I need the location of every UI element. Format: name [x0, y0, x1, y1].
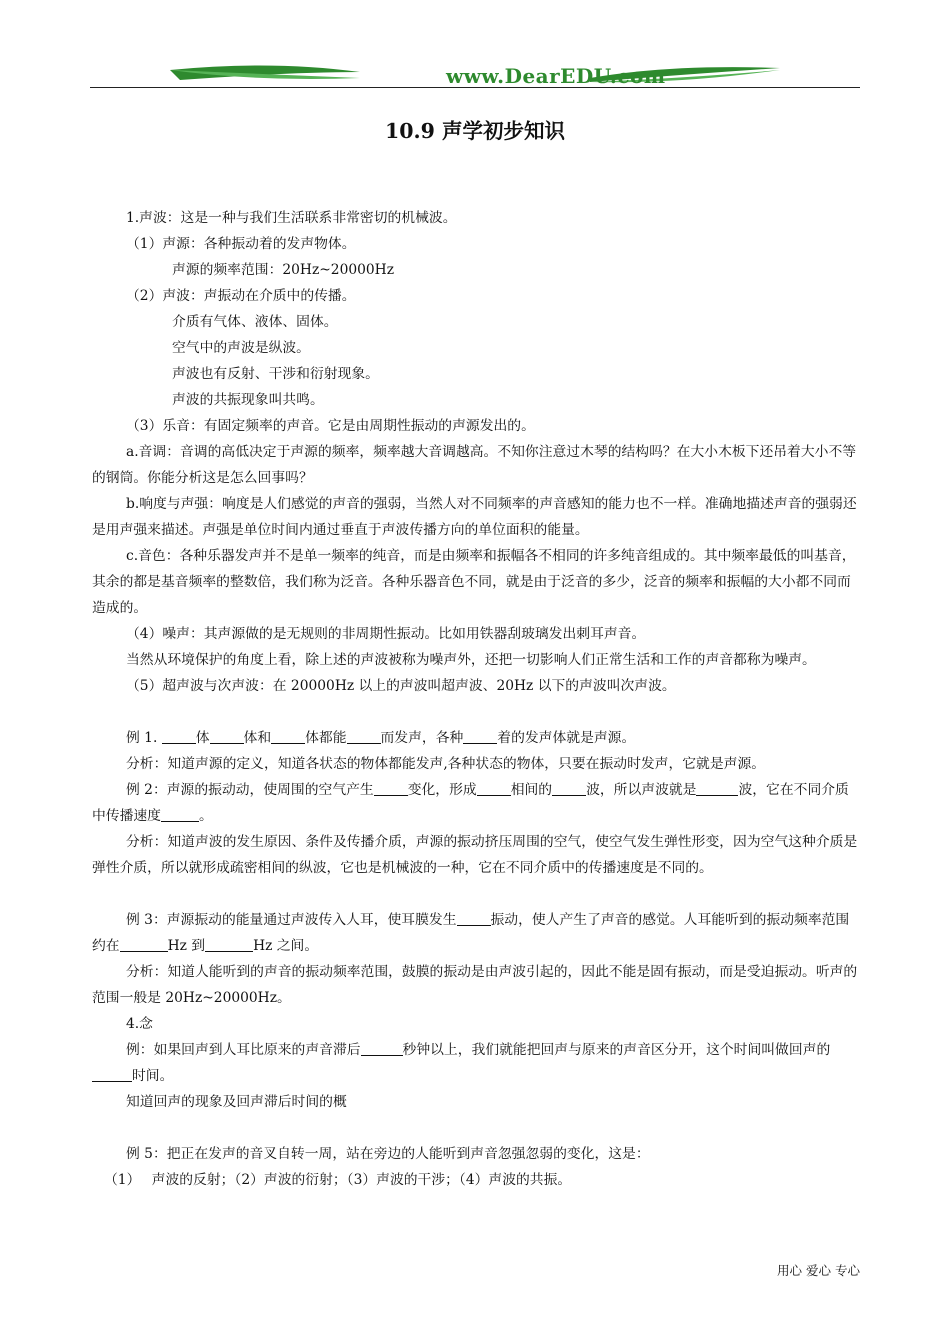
analysis-1: 分析：知道声源的定义，知道各状态的物体都能发声,各种状态的物体，只要在振动时发声，它就是声源。 — [126, 756, 766, 772]
blank[interactable] — [361, 1039, 403, 1056]
item-noise: （4）噪声：其声源做的是无规则的非周期性振动。比如用铁器刮玻璃发出刺耳声音。 — [126, 626, 646, 642]
item-reflection: 声波也有反射、干涉和衍射现象。 — [172, 366, 379, 382]
blank[interactable] — [347, 727, 381, 744]
analysis-4: 知道回声的现象及回声滞后时间的概 — [126, 1094, 347, 1110]
blank[interactable] — [205, 935, 253, 952]
blank[interactable] — [552, 779, 586, 796]
blank[interactable] — [477, 779, 511, 796]
example-3: 例 3：声源振动的能量通过声波传入人耳，使耳膜发生 振动，使人产生了声音的感觉。人耳能听到的振动频率范围约在 Hz 到 Hz 之间。 — [92, 907, 860, 959]
blank[interactable] — [120, 935, 168, 952]
item-frequency-range: 声源的频率范围：20Hz~20000Hz — [172, 262, 394, 278]
item-media: 介质有气体、液体、固体。 — [172, 314, 338, 330]
para-pitch: a.音调：音调的高低决定于声源的频率，频率越大音调越高。不知你注意过木琴的结构吗？在大小木板下还吊着大小不等的钢筒。你能分析这是怎么回事吗？ — [92, 444, 857, 486]
blank[interactable] — [463, 727, 497, 744]
section-1-heading: 1.声波：这是一种与我们生活联系非常密切的机械波。 — [126, 210, 457, 226]
footer-slogan: 用心 爱心 专心 — [777, 1263, 860, 1278]
blank[interactable] — [457, 909, 491, 926]
item-sound-wave: （2）声波：声振动在介质中的传播。 — [126, 288, 356, 304]
example-2: 例 2：声源的振动动，使周围的空气产生 变化，形成 相间的 波，所以声波就是 波，它在不同介质中传播速度 。 — [92, 777, 860, 829]
example-4: 例：如果回声到人耳比原来的声音滞后 秒钟以上，我们就能把回声与原来的声音区分开，这个时间叫做回声的时间。 — [92, 1037, 860, 1089]
example-5: 例 5：把正在发声的音叉自转一周，站在旁边的人能听到声音忽强忽弱的变化，这是： — [126, 1146, 650, 1162]
example-5-options: （1） 声波的反射；（2）声波的衍射；（3）声波的干涉；（4）声波的共振。 — [104, 1172, 572, 1188]
header-rule — [90, 87, 860, 88]
analysis-2: 分析：知道声波的发生原因、条件及传播介质，声源的振动挤压周围的空气，使空气发生弹性形变，因为空气这种介质是弹性介质，所以就形成疏密相间的纵波，它也是机械波的一种，它在不同介质中的传播速度是不同的。 — [92, 834, 858, 876]
blank[interactable] — [271, 727, 305, 744]
para-noise-env: 当然从环境保护的角度上看，除上述的声波被称为噪声外，还把一切影响人们正常生活和工作的声音都称为噪声。 — [126, 652, 816, 668]
item-musical-tone: （3）乐音：有固定频率的声音。它是由周期性振动的声源发出的。 — [126, 418, 535, 434]
item-ultrasound: （5）超声波与次声波：在 20000Hz 以上的声波叫超声波、20Hz 以下的声波叫次声波。 — [126, 678, 676, 694]
para-timbre: c.音色：各种乐器发声并不是单一频率的纯音，而是由频率和振幅各不相同的许多纯音组成的。其中频率最低的叫基音，其余的都是基音频率的整数倍，我们称为泛音。各种乐器音色不同，就是由于泛音的多少，泛音的频率和振幅的大小都不同而造成的。 — [92, 548, 856, 616]
blank[interactable] — [92, 1065, 132, 1082]
blank[interactable] — [210, 727, 244, 744]
section-4-heading: 4.念 — [126, 1016, 153, 1032]
blank[interactable] — [162, 727, 196, 744]
item-longitudinal: 空气中的声波是纵波。 — [172, 340, 310, 356]
item-resonance: 声波的共振现象叫共鸣。 — [172, 392, 324, 408]
analysis-3: 分析：知道人能听到的声音的振动频率范围，鼓膜的振动是由声波引起的，因此不能是固有振动，而是受迫振动。听声的范围一般是 20Hz~20000Hz。 — [92, 964, 858, 1006]
page-title: 10.9 声学初步知识 — [384, 119, 566, 143]
item-sound-source: （1）声源：各种振动着的发声物体。 — [126, 236, 356, 252]
blank[interactable] — [374, 779, 408, 796]
blank[interactable] — [696, 779, 738, 796]
document-body — [92, 205, 860, 1193]
site-logo-text: www.DearEDU.com — [446, 64, 666, 88]
blank[interactable] — [161, 805, 199, 822]
example-1: 例 1. 体 体和 体都能 而发声，各种 着的发声体就是声源。 — [92, 725, 860, 751]
para-loudness: b.响度与声强：响度是人们感觉的声音的强弱，当然人对不同频率的声音感知的能力也不一样。准确地描述声音的强弱还是用声强来描述。声强是单位时间内通过垂直于声波传播方向的单位面积的能量。 — [92, 496, 857, 538]
